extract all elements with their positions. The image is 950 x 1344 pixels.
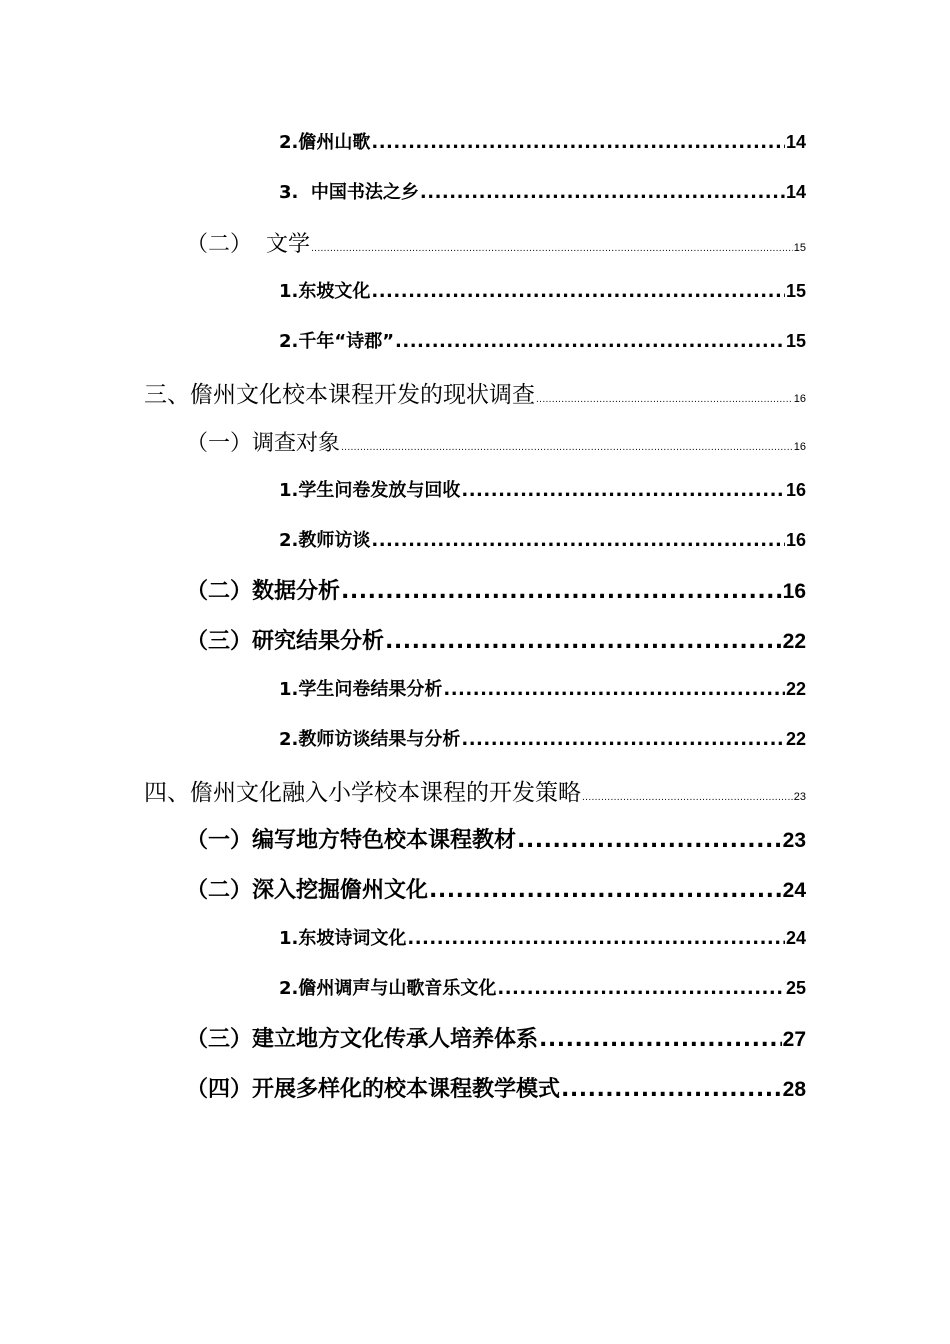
toc-leader-dots <box>385 629 782 654</box>
toc-page-number: 16 <box>793 393 806 405</box>
toc-leader-dots <box>429 878 782 903</box>
toc-entry-title: 1.学生问卷结果分析 <box>279 679 443 700</box>
toc-entry-title: （二）深入挖掘儋州文化 <box>186 878 429 903</box>
toc-page-number: 15 <box>785 331 806 351</box>
toc-entry-title: 四、儋州文化融入小学校本课程的开发策略 <box>144 780 581 806</box>
toc-entry[interactable] <box>279 128 806 154</box>
toc-page-number: 14 <box>785 132 806 152</box>
toc-entry[interactable] <box>186 1022 806 1053</box>
toc-entry[interactable] <box>279 277 806 303</box>
toc-leader-dots <box>341 443 793 453</box>
toc-page-number: 16 <box>785 530 806 550</box>
toc-entry-title: （二）数据分析 <box>186 579 341 604</box>
toc-entry[interactable] <box>186 1072 806 1103</box>
toc-leader-dots <box>536 395 793 405</box>
toc-leader-dots <box>371 132 785 153</box>
toc-entry-title: 1.东坡诗词文化 <box>279 928 407 949</box>
toc-page-number: 25 <box>785 978 806 998</box>
toc-entry-title: 2.儋州山歌 <box>279 132 371 153</box>
toc-entry-title: 2.儋州调声与山歌音乐文化 <box>279 978 497 999</box>
toc-page-number: 22 <box>785 729 806 749</box>
toc-page-number: 28 <box>782 1078 806 1101</box>
toc-entry[interactable] <box>186 873 806 904</box>
toc-entry-title: 三、儋州文化校本课程开发的现状调查 <box>144 382 535 408</box>
toc-chapter-entry[interactable] <box>144 774 806 807</box>
toc-entry[interactable] <box>186 574 806 605</box>
toc-entry[interactable] <box>279 974 806 1000</box>
toc-entry[interactable] <box>186 823 806 854</box>
toc-leader-dots <box>561 1077 782 1102</box>
toc-entry-title: 2.教师访谈 <box>279 530 371 551</box>
toc-page-number: 16 <box>782 580 806 603</box>
toc-entry[interactable] <box>279 178 806 204</box>
toc-page-number: 23 <box>793 791 806 803</box>
toc-leader-dots <box>517 828 782 853</box>
toc-entry-title: 3. 中国书法之乡 <box>279 182 419 203</box>
toc-entry-title: （四）开展多样化的校本课程教学模式 <box>186 1077 561 1102</box>
toc-entry[interactable] <box>186 624 806 655</box>
toc-page-number: 16 <box>785 480 806 500</box>
toc-leader-dots <box>407 928 785 949</box>
toc-page-number: 22 <box>782 630 806 653</box>
toc-page-number: 16 <box>793 441 806 453</box>
toc-leader-dots <box>461 729 785 750</box>
toc-leader-dots <box>497 978 785 999</box>
toc-entry-title: （一）调查对象 <box>186 431 341 456</box>
toc-leader-dots <box>311 244 793 254</box>
toc-leader-dots <box>443 679 785 700</box>
toc-entry[interactable] <box>279 725 806 751</box>
toc-chapter-entry[interactable] <box>144 376 806 409</box>
toc-page-number: 14 <box>785 182 806 202</box>
toc-leader-dots <box>371 281 785 302</box>
toc-entry[interactable] <box>279 924 806 950</box>
toc-page-number: 27 <box>782 1028 806 1051</box>
toc-entry[interactable] <box>186 426 806 457</box>
toc-entry-title: 2.千年“诗郡” <box>279 331 395 352</box>
toc-entry[interactable] <box>186 227 806 258</box>
toc-entry-title: 2.教师访谈结果与分析 <box>279 729 461 750</box>
toc-leader-dots <box>539 1027 782 1052</box>
toc-leader-dots <box>395 331 785 352</box>
toc-leader-dots <box>582 793 793 803</box>
toc-leader-dots <box>371 530 785 551</box>
toc-page-number: 24 <box>785 928 806 948</box>
toc-leader-dots <box>461 480 785 501</box>
toc-page-number: 15 <box>793 242 806 254</box>
toc-page-number: 22 <box>785 679 806 699</box>
toc-entry-title: （一）编写地方特色校本课程教材 <box>186 828 517 853</box>
toc-leader-dots <box>420 182 785 203</box>
toc-page-number: 24 <box>782 879 806 902</box>
toc-page-number: 15 <box>785 281 806 301</box>
toc-page-number: 23 <box>782 829 806 852</box>
toc-entry[interactable] <box>279 476 806 502</box>
toc-entry[interactable] <box>279 675 806 701</box>
toc-entry-title: （二） 文学 <box>186 232 310 257</box>
toc-leader-dots <box>341 579 782 604</box>
toc-entry-title: 1.东坡文化 <box>279 281 371 302</box>
toc-entry[interactable] <box>279 526 806 552</box>
toc-entry[interactable] <box>279 327 806 353</box>
toc-entry-title: （三）研究结果分析 <box>186 629 385 654</box>
toc-entry-title: 1.学生问卷发放与回收 <box>279 480 461 501</box>
toc-entry-title: （三）建立地方文化传承人培养体系 <box>186 1027 539 1052</box>
